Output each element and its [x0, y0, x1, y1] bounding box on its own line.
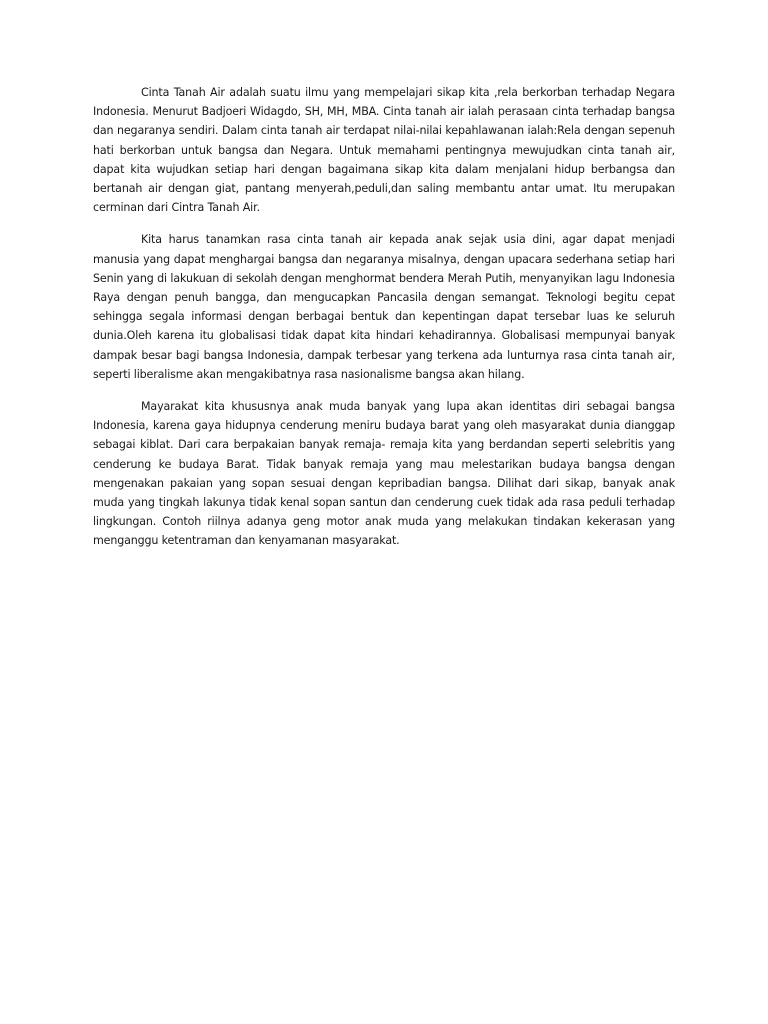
paragraph-3: Mayarakat kita khususnya anak muda banyak yang lupa akan identitas diri sebagai bangsa Indonesia, karena gaya hidupnya cenderung meniru budaya barat yang oleh masyarakat dunia dianggap sebagai kiblat. Dari cara berpakaian banyak remaja- remaja kita yang berdandan seperti selebritis yang cenderung ke budaya Barat. Tidak banyak remaja yang mau melestarikan budaya bangsa dengan mengenakan pakaian yang sopan sesuai dengan kepribadian bangsa. Dilihat dari sikap, banyak anak muda yang tingkah lakunya tidak kenal sopan santun dan cenderung cuek tidak ada rasa peduli terhadap lingkungan. Contoh riilnya adanya geng motor anak muda yang melakukan tindakan kekerasan yang menganggu ketentraman dan kenyamanan masyarakat.: [93, 400, 675, 548]
document-body: [93, 83, 675, 564]
paragraph-1: Cinta Tanah Air adalah suatu ilmu yang mempelajari sikap kita ,rela berkorban terhadap Negara Indonesia. Menurut Badjoeri Widagdo, SH, MH, MBA. Cinta tanah air ialah perasaan cinta terhadap bangsa dan negaranya sendiri. Dalam cinta tanah air terdapat nilai-nilai kepahlawanan ialah:Rela dengan sepenuh hati berkorban untuk bangsa dan Negara. Untuk memahami pentingnya mewujudkan cinta tanah air, dapat kita wujudkan setiap hari dengan bagaimana sikap kita dalam menjalani hidup berbangsa dan bertanah air dengan giat, pantang menyerah,peduli,dan saling membantu antar umat. Itu merupakan cerminan dari Cintra Tanah Air.: [93, 86, 675, 215]
paragraph-2: Kita harus tanamkan rasa cinta tanah air kepada anak sejak usia dini, agar dapat menjadi manusia yang dapat menghargai bangsa dan negaranya misalnya, dengan upacara sederhana setiap hari Senin yang di lakukuan di sekolah dengan menghormat bendera Merah Putih, menyanyikan lagu Indonesia Raya dengan penuh bangga, dan mengucapkan Pancasila dengan semangat. Teknologi begitu cepat sehingga segala informasi dengan berbagai bentuk dan kepentingan dapat tersebar luas ke seluruh dunia.Oleh karena itu globalisasi tidak dapat kita hindari kehadirannya. Globalisasi mempunyai banyak dampak besar bagi bangsa Indonesia, dampak terbesar yang terkena ada lunturnya rasa cinta tanah air, seperti liberalisme akan mengakibatnya rasa nasionalisme bangsa akan hilang.: [93, 233, 675, 381]
